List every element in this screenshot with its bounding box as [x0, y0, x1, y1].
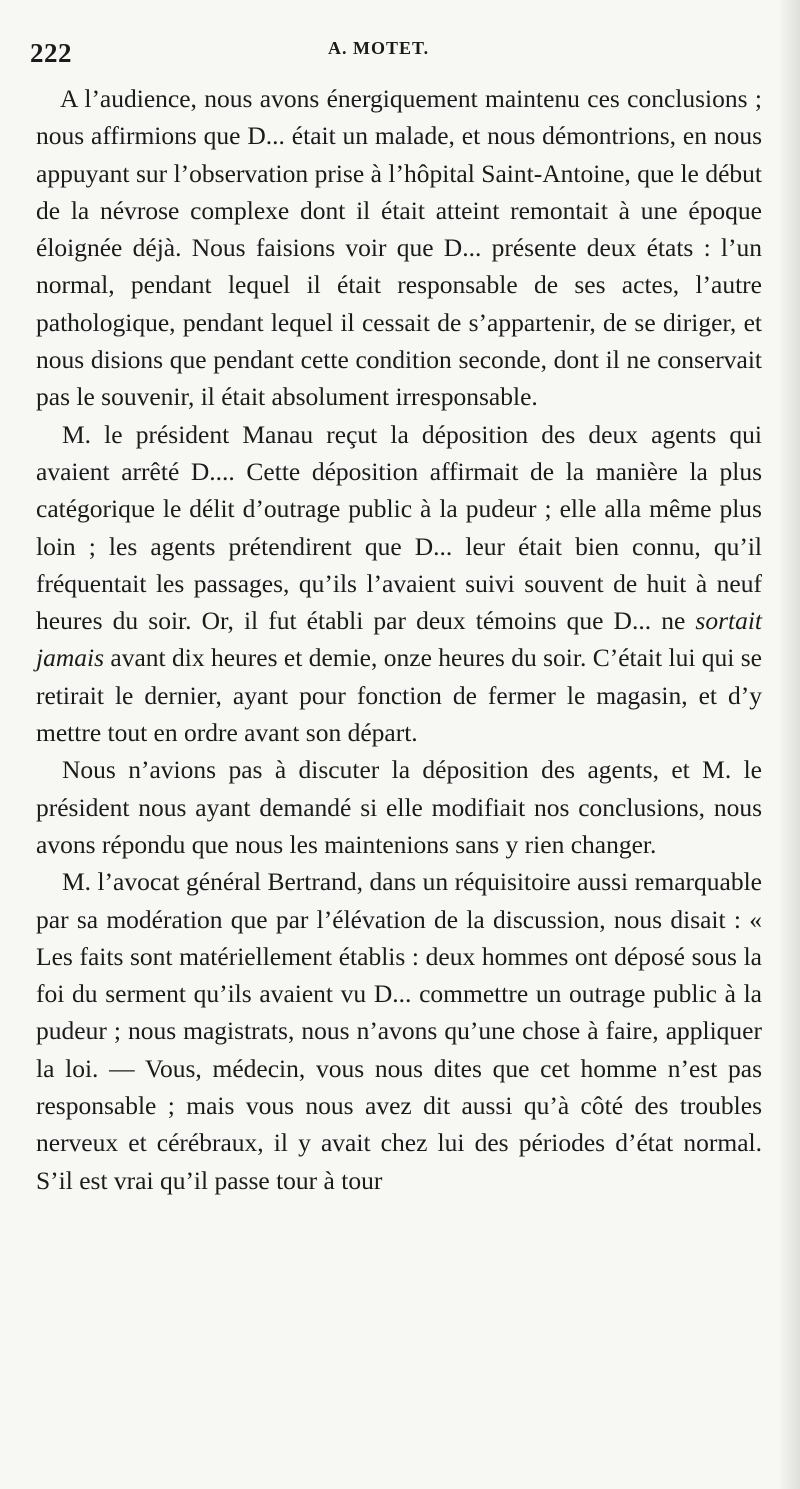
page-body [36, 80, 762, 1199]
paragraph-4: M. l’avocat général Bertrand, dans un réquisitoire aussi remarquable par sa modération que par l’élévation de la discussion, nous disait : « Les faits sont matériellement établis : deux hommes ont déposé sous la foi du serment qu’ils avaient vu D... commettre un outrage public à la pudeur ; nous magistrats, nous n’avons qu’une chose à faire, appliquer la loi. — Vous, médecin, vous nous dites que cet homme n’est pas responsable ; mais vous nous avez dit aussi qu’à côté des troubles nerveux et cérébraux, il y avait chez lui des périodes d’état normal. S’il est vrai qu’il passe tour à tour [36, 867, 762, 1195]
paragraph-2-emphasis: sortait jamais [36, 606, 762, 673]
paragraph-1: A l’audience, nous avons énergiquement maintenu ces conclusions ; nous affirmions que D... était un malade, et nous démontrions, en nous appuyant sur l’observation prise à l’hôpital Saint-Antoine, que le début de la névrose complexe dont il était atteint remontait à une époque éloignée déjà. Nous faisions voir que D... présente deux états : l’un normal, pendant lequel il était responsable de ses actes, l’autre pathologique, pendant lequel il cessait de s’appartenir, de se diriger, et nous disions que pendant cette condition seconde, dont il ne conservait pas le souvenir, il était absolument irresponsable. [36, 84, 762, 412]
page-edge-shadow [778, 0, 800, 1489]
paragraph-2-text-after: avant dix heures et demie, onze heures du soir. C’était lui qui se retirait le dernier, ayant pour fonction de fermer le magasin, et d’y mettre tout en ordre avant son départ. [36, 643, 762, 748]
paragraph-2 [36, 416, 762, 752]
running-head: A. MOTET. [328, 38, 430, 58]
paragraph-3: Nous n’avions pas à discuter la déposition des agents, et M. le président nous ayant demandé si elle modifiait nos conclusions, nous avons répondu que nous les maintenions sans y rien changer. [36, 755, 762, 859]
page-number: 222 [30, 38, 72, 68]
page-header [30, 32, 760, 72]
paragraph-2-text-before: M. le président Manau reçut la déposition des deux agents qui avaient arrêté D.... Cette déposition affirmait de la manière la plus catégorique le délit d’outrage public à la pudeur ; elle alla même plus loin ; les agents prétendirent que D... leur était bien connu, qu’il fréquentait les passages, qu’ils l’avaient suivi souvent de huit à neuf heures du soir. Or, il fut établi par deux témoins que D... ne [36, 419, 762, 636]
